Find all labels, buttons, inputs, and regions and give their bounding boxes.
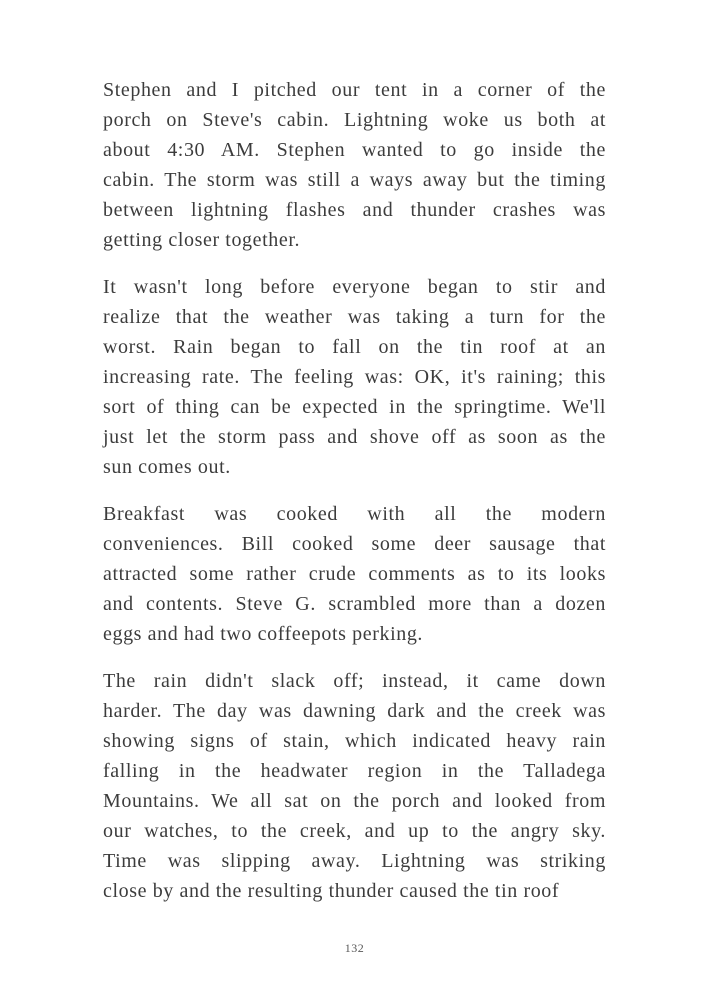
text-line: It wasn't long before everyone began to stir and: [103, 276, 606, 298]
text-line: increasing rate. The feeling was: OK, it's raining; this: [103, 366, 606, 388]
text-line: sort of thing can be expected in the springtime. We'll: [103, 396, 606, 418]
text-line: just let the storm pass and shove off as soon as the: [103, 426, 606, 448]
text-line: eggs and had two coffeepots perking.: [103, 623, 424, 645]
text-line: getting closer together.: [103, 229, 301, 251]
text-line: harder. The day was dawning dark and the creek was: [103, 700, 606, 722]
text-line: our watches, to the creek, and up to the angry sky.: [103, 820, 606, 842]
page-number: 132: [344, 941, 365, 955]
text-line: and contents. Steve G. scrambled more than a dozen: [103, 593, 606, 615]
text-line: realize that the weather was taking a turn for the: [103, 306, 606, 328]
paragraph: [103, 666, 606, 906]
text-line: close by and the resulting thunder caused the tin roof: [103, 880, 560, 902]
text-line: The rain didn't slack off; instead, it came down: [103, 670, 606, 692]
text-line: worst. Rain began to fall on the tin roof at an: [103, 336, 606, 358]
text-line: Stephen and I pitched our tent in a corner of the: [103, 79, 606, 101]
paragraph: [103, 272, 606, 482]
page-footer: [103, 939, 606, 957]
paragraph: [103, 75, 606, 255]
text-line: attracted some rather crude comments as to its looks: [103, 563, 606, 585]
page-body: [103, 75, 606, 906]
text-line: falling in the headwater region in the Talladega: [103, 760, 606, 782]
text-line: about 4:30 AM. Stephen wanted to go inside the: [103, 139, 606, 161]
text-line: Mountains. We all sat on the porch and looked from: [103, 790, 606, 812]
text-line: porch on Steve's cabin. Lightning woke us both at: [103, 109, 606, 131]
paragraph: [103, 499, 606, 649]
text-line: sun comes out.: [103, 456, 231, 478]
text-line: cabin. The storm was still a ways away but the timing: [103, 169, 606, 191]
text-line: conveniences. Bill cooked some deer sausage that: [103, 533, 606, 555]
text-line: Time was slipping away. Lightning was striking: [103, 850, 606, 872]
text-line: between lightning flashes and thunder crashes was: [103, 199, 606, 221]
text-line: showing signs of stain, which indicated heavy rain: [103, 730, 606, 752]
text-line: Breakfast was cooked with all the modern: [103, 503, 606, 525]
